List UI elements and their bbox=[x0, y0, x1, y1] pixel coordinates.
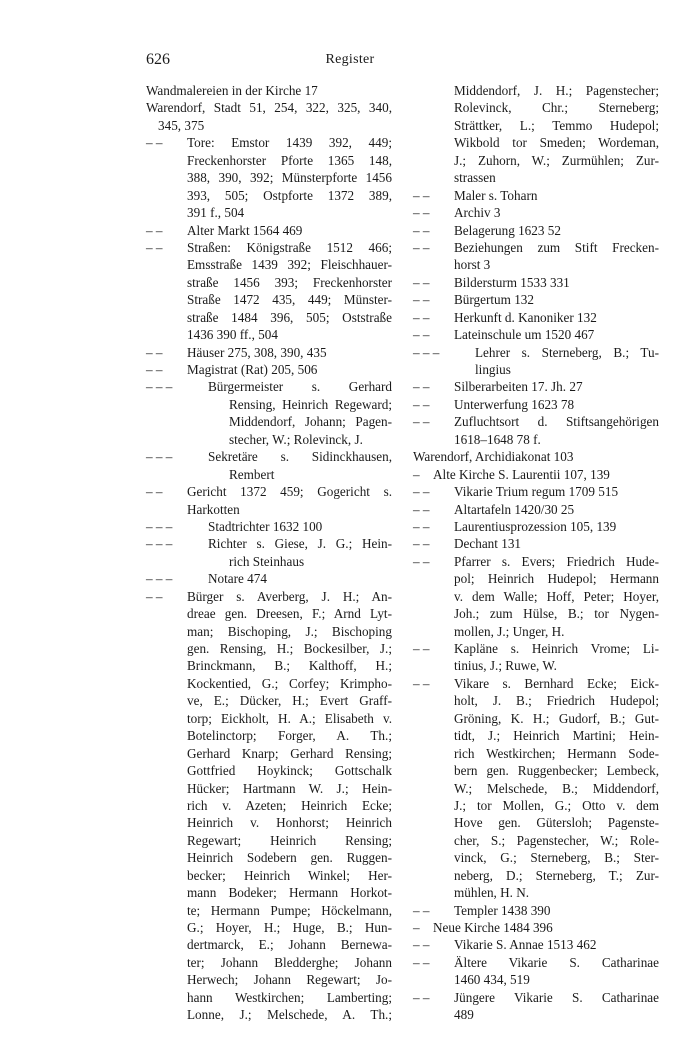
index-line bbox=[413, 936, 659, 953]
index-line bbox=[413, 222, 659, 239]
repeat-dash: – – – bbox=[146, 379, 173, 395]
repeat-dash: – – bbox=[413, 484, 430, 500]
repeat-dash: – – bbox=[146, 239, 163, 255]
index-entry-text: Notare 474 bbox=[208, 571, 267, 587]
index-line bbox=[146, 797, 392, 814]
index-line bbox=[146, 814, 392, 831]
index-entry-text: Pfarrer s. Evers; Friedrich Hude- bbox=[454, 553, 659, 569]
index-line bbox=[413, 867, 659, 884]
index-line bbox=[146, 623, 392, 640]
index-entry-text: Neue Kirche 1484 396 bbox=[433, 920, 553, 935]
repeat-dash: – – bbox=[413, 937, 430, 953]
index-entry-text: 345, 375 bbox=[158, 117, 205, 133]
repeat-dash: – bbox=[413, 920, 420, 935]
running-title: Register bbox=[325, 52, 375, 67]
index-line bbox=[413, 657, 659, 674]
index-line bbox=[146, 535, 392, 552]
index-line bbox=[413, 518, 659, 535]
index-line bbox=[146, 553, 392, 570]
index-line bbox=[146, 762, 392, 779]
repeat-dash: – – bbox=[413, 205, 430, 221]
index-entry-text: Hücker; Hartmann W. J.; Hein- bbox=[187, 780, 392, 796]
index-entry-text: Altartafeln 1420/30 25 bbox=[454, 501, 575, 517]
index-entry-text: horst 3 bbox=[454, 257, 491, 273]
index-entry-text: G.; Hoyer, H.; Huge, B.; Hun- bbox=[187, 920, 392, 935]
index-line bbox=[146, 326, 392, 343]
index-entry-text: Brinckmann, B.; Kalthoff, H.; bbox=[187, 658, 392, 674]
repeat-dash: – – bbox=[413, 414, 430, 430]
index-line bbox=[413, 378, 659, 395]
repeat-dash: – – bbox=[413, 989, 430, 1005]
index-line bbox=[146, 919, 392, 936]
index-line bbox=[413, 727, 659, 744]
index-entry-text: Gröning, K. H.; Gudorf, B.; Gut- bbox=[454, 710, 659, 726]
index-entry-text: Middendorf, J. H.; Pagenstecher; bbox=[454, 83, 659, 98]
index-line bbox=[146, 657, 392, 674]
index-entry-text: becker; Heinrich Winkel; Her- bbox=[187, 867, 392, 883]
index-line bbox=[146, 710, 392, 727]
index-entry-text: Herwech; Johann Regewart; Jo- bbox=[187, 972, 392, 988]
index-entry-text: Joh.; zum Hülse, B.; tor Nygen- bbox=[454, 606, 659, 622]
index-entry-text: Ältere Vikarie S. Catharinae bbox=[454, 954, 659, 970]
index-line bbox=[146, 971, 392, 988]
index-line bbox=[413, 413, 659, 430]
index-entry-text: Vikarie S. Annae 1513 462 bbox=[454, 937, 597, 953]
index-entry-text: Bürgertum 132 bbox=[454, 292, 534, 308]
index-line bbox=[146, 832, 392, 849]
index-line bbox=[146, 727, 392, 744]
index-entry-text: Warendorf, Stadt 51, 254, 322, 325, 340, bbox=[146, 100, 392, 116]
index-line bbox=[146, 692, 392, 709]
index-line bbox=[413, 256, 659, 273]
index-entry-text: Lateinschule um 1520 467 bbox=[454, 327, 595, 343]
repeat-dash: – – bbox=[413, 222, 430, 238]
index-line bbox=[413, 832, 659, 849]
index-entry-text: 393, 505; Ostpforte 1372 389, bbox=[187, 187, 392, 203]
index-entry-text: lingius bbox=[475, 362, 511, 377]
repeat-dash: – – bbox=[413, 187, 430, 203]
repeat-dash: – – bbox=[146, 362, 163, 377]
repeat-dash: – – bbox=[413, 327, 430, 343]
index-line bbox=[146, 361, 392, 378]
index-entry-text: Unterwerfung 1623 78 bbox=[454, 396, 575, 412]
index-line bbox=[413, 483, 659, 500]
index-entry-text: Warendorf, Archidiakonat 103 bbox=[413, 449, 574, 465]
index-line bbox=[413, 309, 659, 326]
index-entry-text: rich Steinhaus bbox=[229, 553, 305, 569]
index-line bbox=[413, 204, 659, 221]
index-entry-text: Regewart; Heinrich Rensing; bbox=[187, 832, 392, 848]
index-entry-text: vinck, G.; Sterneberg, B.; Ster- bbox=[454, 850, 659, 866]
index-line bbox=[413, 675, 659, 692]
index-entry-text: ter; Johann Bledderghe; Johann bbox=[187, 954, 392, 970]
index-entry-text: Maler s. Toharn bbox=[454, 187, 538, 203]
repeat-dash: – – bbox=[413, 274, 430, 290]
index-line bbox=[413, 274, 659, 291]
index-entry-text: Silberarbeiten 17. Jh. 27 bbox=[454, 379, 583, 395]
index-line bbox=[413, 291, 659, 308]
repeat-dash: – bbox=[413, 466, 420, 482]
index-entry-text: strassen bbox=[454, 170, 496, 186]
index-line bbox=[413, 623, 659, 640]
index-entry-text: 489 bbox=[454, 1007, 474, 1023]
index-line bbox=[146, 640, 392, 657]
index-line bbox=[413, 134, 659, 151]
index-entry-text: Dechant 131 bbox=[454, 536, 522, 552]
index-line bbox=[146, 134, 392, 151]
index-entry-text: dertmarck, E.; Johann Bernewa- bbox=[187, 937, 392, 953]
index-entry-text: Jüngere Vikarie S. Catharinae bbox=[454, 989, 659, 1005]
repeat-dash: – – bbox=[413, 902, 430, 918]
index-line bbox=[146, 396, 392, 413]
index-line bbox=[146, 570, 392, 587]
index-entry-text: Freckenhorster Pforte 1365 148, bbox=[187, 152, 392, 168]
index-line bbox=[146, 413, 392, 430]
index-entry-text: J.; Zuhorn, W.; Zurmühlen; Zur- bbox=[454, 152, 659, 168]
index-entry-text: te; Hermann Pumpe; Höckelmann, bbox=[187, 902, 392, 918]
index-entry-text: holt, J. B.; Friedrich Hudepol; bbox=[454, 693, 659, 709]
index-line bbox=[413, 82, 659, 99]
index-entry-text: Richter s. Giese, J. G.; Hein- bbox=[208, 536, 392, 552]
index-line bbox=[146, 518, 392, 535]
index-entry-text: mühlen, H. N. bbox=[454, 885, 530, 901]
index-line bbox=[146, 431, 392, 448]
index-line bbox=[413, 169, 659, 186]
index-line bbox=[413, 448, 659, 465]
index-line bbox=[146, 936, 392, 953]
index-entry-text: hann Westkirchen; Lamberting; bbox=[187, 989, 392, 1005]
index-line bbox=[413, 814, 659, 831]
repeat-dash: – – bbox=[413, 954, 430, 970]
index-entry-text: Heinrich Sodebern gen. Ruggen- bbox=[187, 850, 392, 866]
index-entry-text: Straße 1472 435, 449; Münster- bbox=[187, 292, 392, 308]
repeat-dash: – – bbox=[413, 501, 430, 517]
index-column-right bbox=[413, 82, 659, 1024]
index-line bbox=[413, 553, 659, 570]
index-line bbox=[146, 187, 392, 204]
index-line bbox=[146, 675, 392, 692]
index-line bbox=[146, 989, 392, 1006]
index-entry-text: Lehrer s. Sterneberg, B.; Tu- bbox=[475, 344, 659, 360]
index-entry-text: Zufluchtsort d. Stiftsangehörigen bbox=[454, 414, 659, 430]
index-line bbox=[413, 780, 659, 797]
index-entry-text: J.; tor Mollen, G.; Otto v. dem bbox=[454, 797, 659, 813]
index-line bbox=[413, 989, 659, 1006]
index-line bbox=[146, 954, 392, 971]
index-entry-text: rich Westkirchen; Hermann Sode- bbox=[454, 745, 659, 761]
index-entry-text: stecher, W.; Rolevinck, J. bbox=[229, 431, 363, 447]
index-line bbox=[413, 117, 659, 134]
repeat-dash: – – bbox=[413, 553, 430, 569]
index-entry-text: Häuser 275, 308, 390, 435 bbox=[187, 344, 327, 360]
index-line bbox=[146, 239, 392, 256]
index-line bbox=[413, 797, 659, 814]
index-line bbox=[146, 256, 392, 273]
index-line bbox=[413, 849, 659, 866]
index-entry-text: mann Bodeker; Hermann Horkot- bbox=[187, 885, 392, 901]
index-line bbox=[413, 902, 659, 919]
index-line bbox=[413, 954, 659, 971]
index-line bbox=[413, 710, 659, 727]
index-line bbox=[413, 466, 659, 483]
repeat-dash: – – – bbox=[146, 518, 173, 534]
index-line bbox=[146, 588, 392, 605]
index-line bbox=[413, 762, 659, 779]
index-entry-text: bern gen. Ruggenbecker; Lembeck, bbox=[454, 763, 659, 779]
index-line bbox=[413, 588, 659, 605]
index-line bbox=[413, 605, 659, 622]
index-entry-text: Wandmalereien in der Kirche 17 bbox=[146, 83, 318, 98]
index-entry-text: Harkotten bbox=[187, 501, 240, 517]
index-entry-text: Gerhard Knarp; Gerhard Rensing; bbox=[187, 745, 392, 761]
index-line bbox=[146, 204, 392, 221]
repeat-dash: – – bbox=[146, 588, 163, 604]
index-entry-text: Tore: Emstor 1439 392, 449; bbox=[187, 135, 392, 151]
index-entry-text: Archiv 3 bbox=[454, 205, 501, 221]
index-line bbox=[146, 884, 392, 901]
index-entry-text: Sekretäre s. Sidinckhausen, bbox=[208, 449, 392, 465]
index-entry-text: ve, E.; Dücker, H.; Evert Graff- bbox=[187, 693, 392, 709]
index-entry-text: Gottfried Hoykinck; Gottschalk bbox=[187, 763, 392, 779]
index-entry-text: Straßen: Königstraße 1512 466; bbox=[187, 239, 392, 255]
index-line bbox=[146, 222, 392, 239]
index-entry-text: Kockentied, G.; Corfey; Krimpho- bbox=[187, 675, 392, 691]
index-line bbox=[146, 605, 392, 622]
index-line bbox=[413, 501, 659, 518]
index-line bbox=[146, 466, 392, 483]
index-line bbox=[413, 396, 659, 413]
index-line bbox=[146, 483, 392, 500]
index-line bbox=[413, 326, 659, 343]
index-line bbox=[413, 152, 659, 169]
repeat-dash: – – bbox=[413, 675, 430, 691]
index-entry-text: rich v. Azeten; Heinrich Ecke; bbox=[187, 797, 392, 813]
index-line bbox=[413, 344, 659, 361]
index-line bbox=[413, 640, 659, 657]
index-line bbox=[413, 239, 659, 256]
index-line bbox=[413, 919, 659, 936]
repeat-dash: – – bbox=[146, 222, 163, 238]
index-line bbox=[146, 169, 392, 186]
index-entry-text: Heinrich v. Honhorst; Heinrich bbox=[187, 815, 392, 831]
index-line bbox=[413, 692, 659, 709]
index-entry-text: Middendorf, Johann; Pagen- bbox=[229, 414, 392, 430]
index-entry-text: Rensing, Heinrich Regeward; bbox=[229, 396, 392, 412]
index-entry-text: Templer 1438 390 bbox=[454, 902, 551, 918]
index-entry-text: Rolevinck, Chr.; Sterneberg; bbox=[454, 100, 659, 116]
index-line bbox=[146, 152, 392, 169]
index-entry-text: Rembert bbox=[229, 466, 275, 482]
page-number: 626 bbox=[146, 51, 170, 68]
index-line bbox=[413, 99, 659, 116]
index-line bbox=[146, 82, 392, 99]
index-entry-text: Belagerung 1623 52 bbox=[454, 222, 561, 238]
index-entry-text: Hove gen. Gütersloh; Pagenste- bbox=[454, 815, 659, 831]
index-entry-text: Strättker, L.; Temmo Hudepol; bbox=[454, 117, 659, 133]
index-line bbox=[146, 867, 392, 884]
index-line bbox=[146, 780, 392, 797]
index-entry-text: Bürger s. Averberg, J. H.; An- bbox=[187, 588, 392, 604]
index-line bbox=[413, 884, 659, 901]
index-line bbox=[146, 117, 392, 134]
index-line bbox=[413, 570, 659, 587]
index-entry-text: Beziehungen zum Stift Frecken- bbox=[454, 239, 659, 255]
index-line bbox=[413, 187, 659, 204]
repeat-dash: – – bbox=[413, 239, 430, 255]
index-entry-text: tidt, J.; Heinrich Martini; Hein- bbox=[454, 728, 659, 744]
repeat-dash: – – bbox=[413, 379, 430, 395]
index-line bbox=[146, 1006, 392, 1023]
index-entry-text: Alte Kirche S. Laurentii 107, 139 bbox=[433, 466, 610, 482]
repeat-dash: – – bbox=[413, 396, 430, 412]
index-entry-text: torp; Eickholt, H. A.; Elisabeth v. bbox=[187, 710, 392, 726]
index-line bbox=[146, 745, 392, 762]
index-line bbox=[146, 291, 392, 308]
index-entry-text: Vikare s. Bernhard Ecke; Eick- bbox=[454, 675, 659, 691]
index-line bbox=[146, 448, 392, 465]
repeat-dash: – – bbox=[413, 518, 430, 534]
index-entry-text: cher, S.; Pagenstecher, W.; Role- bbox=[454, 832, 659, 848]
repeat-dash: – – bbox=[146, 135, 163, 151]
index-line bbox=[146, 274, 392, 291]
index-entry-text: Laurentiusprozession 105, 139 bbox=[454, 518, 617, 534]
index-column-left bbox=[146, 82, 392, 1024]
index-entry-text: Emsstraße 1439 392; Fleischhauer- bbox=[187, 257, 392, 273]
index-line bbox=[146, 99, 392, 116]
index-entry-text: v. dem Walle; Hoff, Peter; Hoyer, bbox=[454, 588, 659, 604]
index-entry-text: 1460 434, 519 bbox=[454, 972, 530, 988]
index-line bbox=[413, 745, 659, 762]
index-line bbox=[413, 361, 659, 378]
index-entry-text: 388, 390, 392; Münsterpforte 1456 bbox=[187, 170, 392, 186]
index-line bbox=[146, 309, 392, 326]
repeat-dash: – – – bbox=[146, 536, 173, 552]
index-line bbox=[413, 1006, 659, 1023]
index-entry-text: Gericht 1372 459; Gogericht s. bbox=[187, 484, 392, 500]
index-entry-text: straße 1484 396, 505; Oststraße bbox=[187, 309, 392, 325]
repeat-dash: – – bbox=[413, 641, 430, 656]
index-entry-text: Kapläne s. Heinrich Vrome; Li- bbox=[454, 641, 659, 656]
repeat-dash: – – – bbox=[146, 449, 173, 465]
repeat-dash: – – bbox=[146, 484, 163, 500]
index-entry-text: gen. Rensing, H.; Bockesilber, J.; bbox=[187, 641, 392, 656]
repeat-dash: – – bbox=[413, 536, 430, 552]
index-entry-text: W.; Melschede, B.; Middendorf, bbox=[454, 780, 659, 796]
index-entry-text: neberg, D.; Sterneberg, T.; Zur- bbox=[454, 867, 659, 883]
index-entry-text: 391 f., 504 bbox=[187, 205, 245, 221]
index-line bbox=[146, 849, 392, 866]
index-line bbox=[146, 902, 392, 919]
index-entry-text: Bürgermeister s. Gerhard bbox=[208, 379, 392, 395]
index-entry-text: straße 1456 393; Freckenhorster bbox=[187, 274, 392, 290]
index-line bbox=[146, 344, 392, 361]
index-entry-text: Vikarie Trium regum 1709 515 bbox=[454, 484, 619, 500]
index-entry-text: man; Bischoping, J.; Bischoping bbox=[187, 623, 392, 639]
index-line bbox=[413, 431, 659, 448]
index-entry-text: 1618–1648 78 f. bbox=[454, 431, 541, 447]
index-entry-text: Herkunft d. Kanoniker 132 bbox=[454, 309, 597, 325]
index-entry-text: dreae gen. Dreesen, F.; Arnd Lyt- bbox=[187, 606, 392, 622]
index-entry-text: Stadtrichter 1632 100 bbox=[208, 518, 323, 534]
repeat-dash: – – – bbox=[146, 571, 173, 587]
index-line bbox=[146, 378, 392, 395]
index-line bbox=[146, 501, 392, 518]
index-entry-text: Magistrat (Rat) 205, 506 bbox=[187, 362, 318, 377]
index-entry-text: Botelinctorp; Forger, A. Th.; bbox=[187, 728, 392, 744]
index-line bbox=[413, 971, 659, 988]
index-line bbox=[413, 535, 659, 552]
repeat-dash: – – – bbox=[413, 344, 440, 360]
index-entry-text: tinius, J.; Ruwe, W. bbox=[454, 658, 557, 674]
repeat-dash: – – bbox=[413, 309, 430, 325]
index-entry-text: Lonne, J.; Melschede, A. Th.; bbox=[187, 1007, 392, 1023]
index-entry-text: pol; Heinrich Hudepol; Hermann bbox=[454, 571, 659, 587]
repeat-dash: – – bbox=[413, 292, 430, 308]
index-entry-text: Bildersturm 1533 331 bbox=[454, 274, 570, 290]
repeat-dash: – – bbox=[146, 344, 163, 360]
index-entry-text: Wikbold tor Smeden; Wordeman, bbox=[454, 135, 659, 151]
index-entry-text: mollen, J.; Unger, H. bbox=[454, 623, 565, 639]
index-entry-text: 1436 390 ff., 504 bbox=[187, 327, 278, 343]
index-entry-text: Alter Markt 1564 469 bbox=[187, 222, 303, 238]
